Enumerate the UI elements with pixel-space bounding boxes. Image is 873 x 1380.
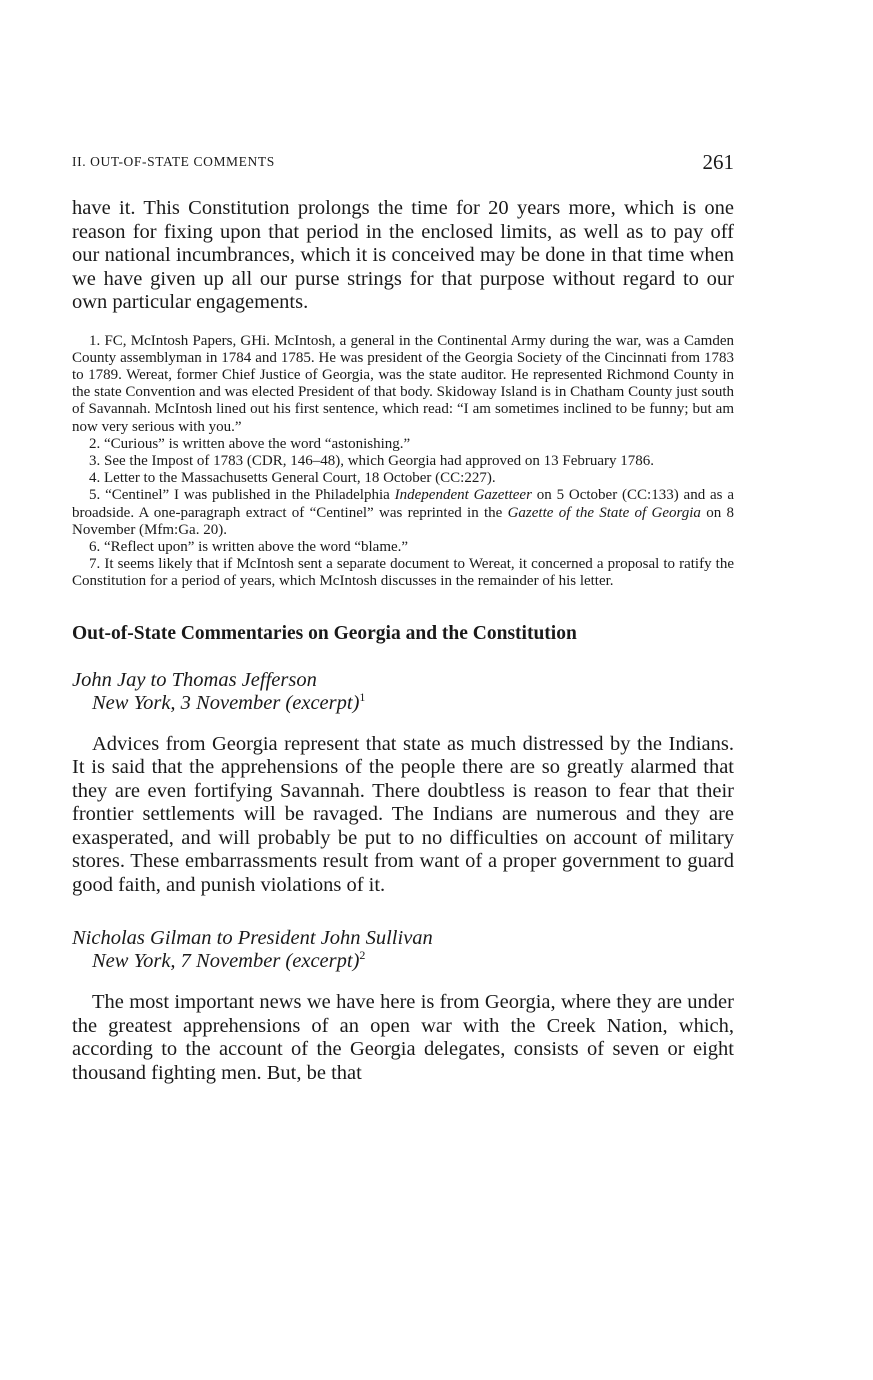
footnote-5-newspaper-title: Independent Gazetteer [394, 487, 532, 504]
note-reference: 1 [359, 689, 366, 704]
page-number: 261 [702, 150, 734, 174]
footnote-3: 3. See the Impost of 1783 (CDR, 146–48), which Georgia had approved on 13 February 1786. [89, 452, 655, 469]
document-dateline [92, 689, 734, 715]
document-dateline [92, 950, 734, 973]
document-entry [72, 669, 734, 898]
dateline-text: New York, 3 November (excerpt) [92, 691, 360, 714]
document-title: Nicholas Gilman to President John Sullivan [72, 927, 433, 950]
document-entry [72, 927, 734, 1085]
footnote-7: 7. It seems likely that if McIntosh sent a separate document to Wereat, it concerned a proposal to ratify the Constitution for a period of years, which McIntosh discusses in the remainder of his letter. [72, 556, 734, 590]
page-body [72, 197, 734, 1085]
footnote-6: 6. “Reflect upon” is written above the word “blame.” [89, 538, 409, 555]
footnote-5 [72, 487, 734, 539]
document-text: Advices from Georgia represent that state as much distressed by the Indians. It is said that the apprehensions of the people there are so greatly alarmed that they are even fortifying Savannah. There doubtless is reason to fear that their frontier settlements will be ravaged. The Indians are numerous and they are exasperated, and will probably be put to no difficulties on account of military stores. These embarrassments result from want of a proper government to guard good faith, and punish violations of it. [72, 732, 734, 896]
footnote-5-text: 5. “Centinel” I was published in the Philadelphia [89, 487, 395, 504]
footnote-4: 4. Letter to the Massachusetts General Court, 18 October (CC:227). [89, 470, 496, 487]
dateline-text: New York, 7 November (excerpt) [92, 950, 360, 973]
footnote-5-text: on 8 November (Mfm:Ga. 20). [72, 504, 734, 538]
footnote-5-gazette-title: Gazette of the State of Georgia [507, 504, 701, 521]
section-title: Out-of-State Commentaries on Georgia and the Constitution [72, 622, 577, 644]
document-text: The most important news we have here is from Georgia, where they are under the greatest apprehensions of an open war with the Creek Nation, which, according to the account of the Georgia delegates, consists of seven or eight thousand fighting men. But, be that [72, 991, 734, 1084]
footnote-1: 1. FC, McIntosh Papers, GHi. McIntosh, a general in the Continental Army during the war, was a Camden County assemblyman in 1784 and 1785. He was president of the Georgia Society of the Cincinnati from 1783 to 1789. Wereat, former Chief Justice of Georgia, was the state auditor. He represented Richmond County in the state Convention and was elected President of that body. Skidoway Island is in Chatham County just south of Savannah. McIntosh lined out his first sentence, which read: “I am sometimes inclined to be funny; but am now very serious with you.” [72, 332, 734, 435]
running-head: II. OUT-OF-STATE COMMENTS [72, 154, 275, 169]
page-header [72, 150, 734, 178]
note-reference: 2 [359, 948, 366, 963]
document-title: John Jay to Thomas Jefferson [72, 668, 317, 691]
footnote-2: 2. “Curious” is written above the word “astonishing.” [89, 435, 411, 452]
footnote-5-text: on 5 October (CC:133) and as a broadside. A one-paragraph extract of “Centinel” was reprinted in the [72, 487, 734, 521]
footnotes [72, 333, 734, 591]
opening-paragraph: have it. This Constitution prolongs the time for 20 years more, which is one reason for fixing upon that period in the enclosed limits, as well as to pay off our national incumbrances, which it is conceived may be done in that time when we have given up all our purse strings for that purpose without regard to our own particular engagements. [72, 197, 734, 313]
